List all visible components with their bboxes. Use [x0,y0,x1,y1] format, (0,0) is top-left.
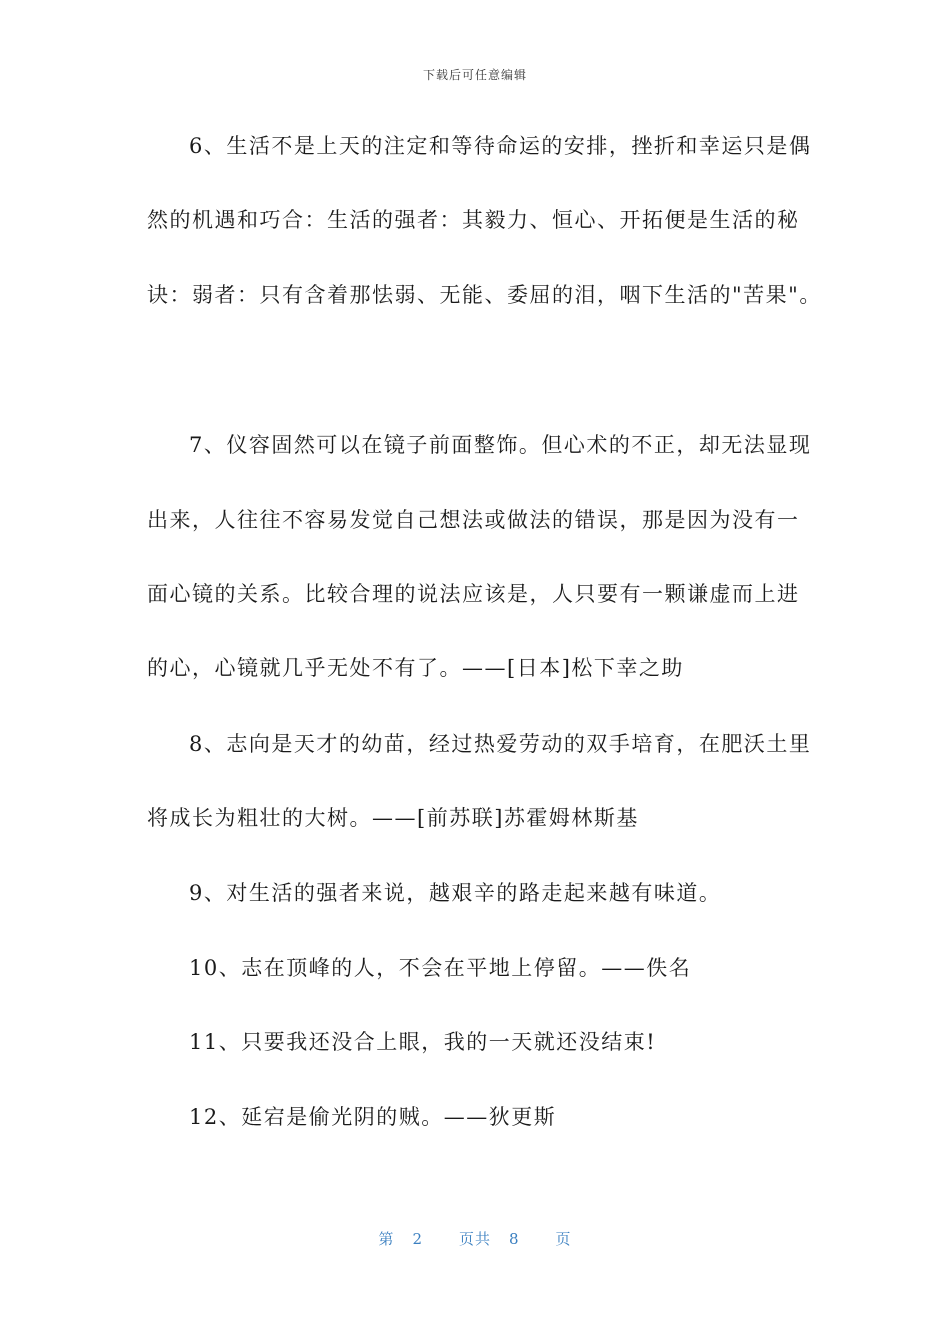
footer-prefix: 第 [378,1230,395,1248]
footer-middle: 页共 [458,1230,491,1248]
paragraph-10: 10、志在顶峰的人，不会在平地上停留。——佚名 [189,956,692,980]
paragraph-6-line-3: 诀：弱者：只有含着那怯弱、无能、委屈的泪，咽下生活的"苦果"。 [147,283,822,307]
paragraph-12: 12、延宕是偷光阴的贼。——狄更斯 [189,1105,557,1129]
paragraph-8-line-1: 8、志向是天才的幼苗，经过热爱劳动的双手培育，在肥沃土里 [189,732,812,756]
paragraph-6-line-2: 然的机遇和巧合：生活的强者：其毅力、恒心、开拓便是生活的秘 [147,208,800,232]
page-footer [0,1228,950,1249]
paragraph-7-line-4: 的心，心镜就几乎无处不有了。——[日本]松下幸之助 [147,656,684,680]
paragraph-7-line-1: 7、仪容固然可以在镜子前面整饰。但心术的不正，却无法显现 [189,433,812,457]
footer-suffix: 页 [555,1230,572,1248]
paragraph-8-line-2: 将成长为粗壮的大树。——[前苏联]苏霍姆林斯基 [147,806,639,830]
paragraph-11: 11、只要我还没合上眼，我的一天就还没结束! [189,1030,657,1054]
paragraph-7-line-3: 面心镜的关系。比较合理的说法应该是，人只要有一颗谦虚而上进 [147,582,800,606]
footer-current-page: 2 [412,1230,423,1248]
paragraph-9: 9、对生活的强者来说，越艰辛的路走起来越有味道。 [189,881,722,905]
footer-total-pages: 8 [509,1230,520,1248]
header-note: 下载后可任意编辑 [422,68,527,82]
paragraph-7-line-2: 出来，人往往不容易发觉自己想法或做法的错误，那是因为没有一 [147,508,800,532]
paragraph-6-line-1: 6、生活不是上天的注定和等待命运的安排，挫折和幸运只是偶 [189,134,812,158]
